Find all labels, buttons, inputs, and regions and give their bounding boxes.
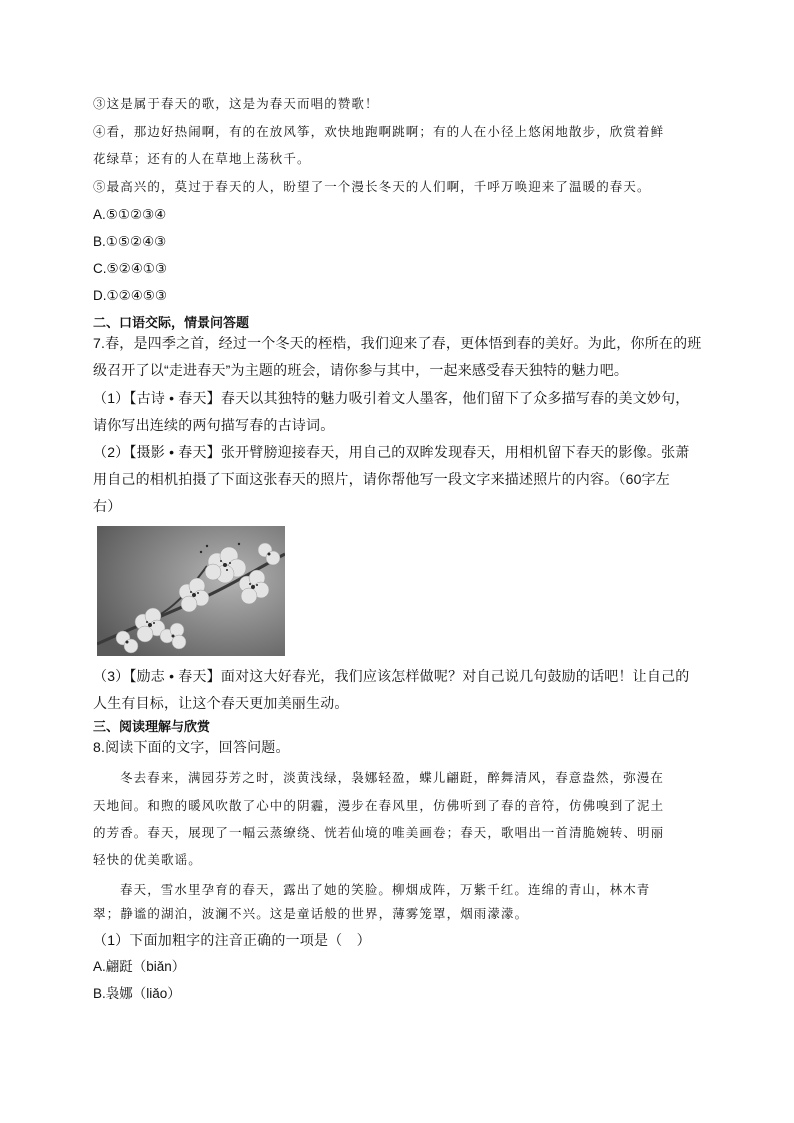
passage-p2-line2: 翠；静谧的湖泊，波澜不兴。这是童话般的世界，薄雾笼罩，烟雨濛濛。 — [93, 906, 529, 921]
option-item-4-line2: 花绿草；还有的人在草地上荡秋千。 — [93, 151, 311, 166]
q7-sub2-line2: 用自己的相机拍摄了下面这张春天的照片，请你帮他写一段文字来描述照片的内容。（60字左 — [93, 471, 670, 487]
q7-line2: 级召开了以“走进春天”为主题的班会，请你参与其中，一起来感受春天独特的魅力吧。 — [93, 362, 629, 378]
choice-d: D.①②④⑤③ — [93, 288, 168, 303]
passage-p1-line3: 的芳香。春天，展现了一幅云蒸缭绕、恍若仙境的唯美画卷；春天，歌唱出一首清脆婉转、明丽 — [93, 825, 665, 840]
q7-sub1-line2: 请你写出连续的两句描写春的古诗词。 — [93, 417, 335, 433]
option-item-5: ⑤最高兴的，莫过于春天的人，盼望了一个漫长冬天的人们啊，千呼万唤迎来了温暖的春天。 — [93, 179, 651, 194]
q7-sub1-line1: （1）【古诗 • 春天】春天以其独特的魅力吸引着文人墨客，他们留下了众多描写春的美文妙句， — [93, 390, 690, 406]
q8-sub1: （1）下面加粗字的注音正确的一项是（ ） — [93, 932, 371, 948]
q7-sub3-line2: 人生有目标，让这个春天更加美丽生动。 — [93, 695, 349, 711]
q7-sub3-line1: （3）【励志 • 春天】面对这大好春光，我们应该怎样做呢？对自己说几句鼓励的话吧！让自己的 — [93, 668, 690, 684]
option-item-3: ③这是属于春天的歌，这是为春天而唱的赞歌！ — [93, 96, 379, 111]
passage-p1-line4: 轻快的优美歌谣。 — [93, 852, 202, 867]
section-2-heading: 二、口语交际，情景问答题 — [93, 316, 250, 331]
choice-b: B.①⑤②④③ — [93, 234, 167, 249]
passage-p1-line1: 冬去春来，满园芬芳之时，淡黄浅绿，袅娜轻盈，蝶儿翩跹，醉舞清风，春意盎然，弥漫在 — [120, 770, 665, 785]
spring-blossom-photo — [97, 526, 285, 656]
choice-a: A.⑤①②③④ — [93, 207, 167, 222]
q7-line1: 7.春，是四季之首，经过一个冬天的桎梏，我们迎来了春，更体悟到春的美好。为此，你所在的班 — [93, 335, 702, 351]
passage-p2-line1: 春天，雪水里孕育的春天，露出了她的笑脸。柳烟成阵，万紫千红。连绵的青山，林木青 — [120, 882, 651, 897]
choice-c: C.⑤②④①③ — [93, 261, 168, 276]
q7-sub2-line1: （2）【摄影 • 春天】张开臂膀迎接春天，用自己的双眸发现春天，用相机留下春天的影像。张萧 — [93, 444, 690, 460]
q8-intro: 8.阅读下面的文字，回答问题。 — [93, 739, 290, 755]
passage-p1-line2: 天地间。和煦的暖风吹散了心中的阴霾，漫步在春风里，仿佛听到了春的音符，仿佛嗅到了泥土 — [93, 798, 665, 813]
section-3-heading: 三、阅读理解与欣赏 — [93, 720, 211, 735]
q7-sub2-line3: 右） — [93, 498, 122, 514]
answer-b: B.袅娜（liǎo） — [93, 986, 181, 1001]
answer-a: A.翩跹（biǎn） — [93, 959, 186, 974]
blossom-photo-icon — [97, 526, 285, 656]
option-item-4-line1: ④看，那边好热闹啊，有的在放风筝，欢快地跑啊跳啊；有的人在小径上悠闲地散步，欣赏着鲜 — [93, 124, 665, 139]
